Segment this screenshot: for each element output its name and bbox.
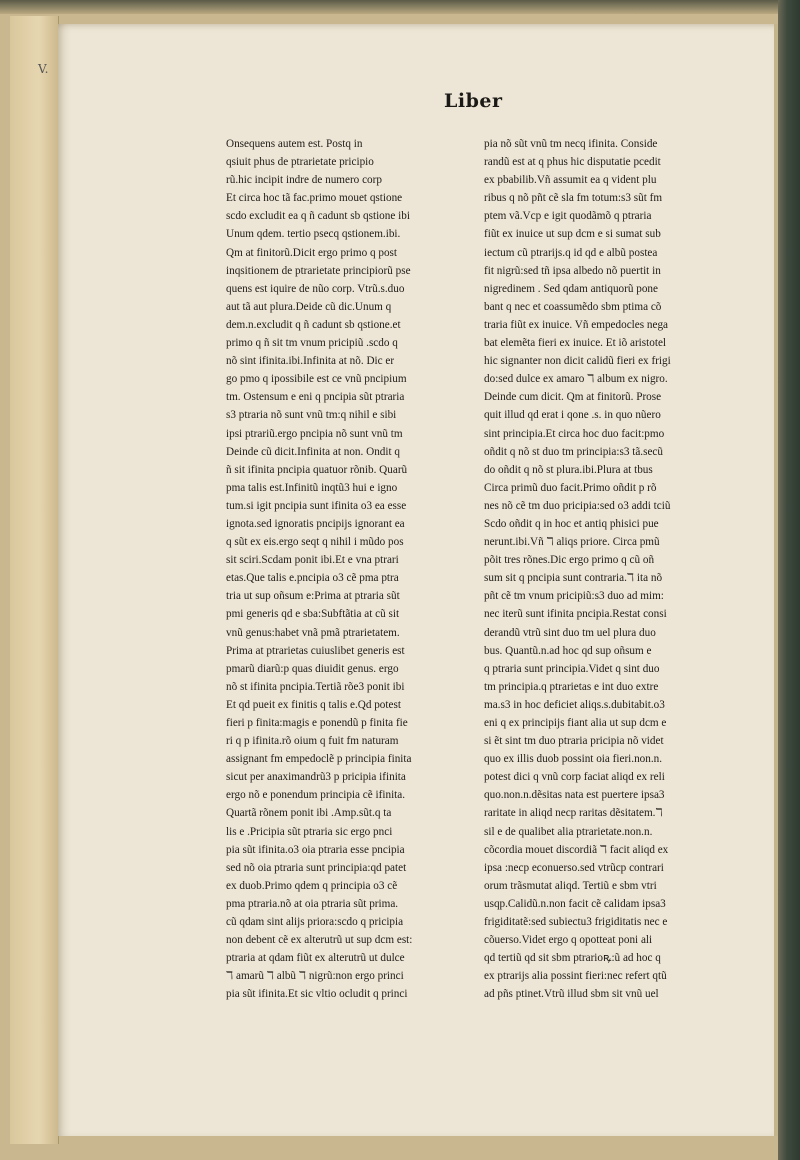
text-line: non debent cẽ ex alterutrũ ut sup dcm est: — [226, 934, 413, 947]
binding-right-edge — [778, 0, 800, 1160]
text-line: vnũ genus:habet vnã pmã ptrarietatem. — [226, 626, 400, 639]
text-line: fieri p finita:magis e ponendũ p finita fie — [226, 717, 408, 729]
text-line: pma talis est.Infinitũ inqtũ3 hui e igno — [226, 481, 398, 494]
text-line: Et qd pueit ex finitis q talis e.Qd potest — [226, 698, 401, 711]
text-line: rũ.hic incipit indre de numero corp — [226, 174, 382, 187]
text-line: ex pbabilib.Vñ assumit ea q vident plu — [484, 174, 657, 187]
text-line: fit nigrũ:sed tñ ipsa albedo nõ puertit in — [484, 264, 661, 277]
text-line: ℸ amarũ ℸ albũ ℸ nigrũ:non ergo princi — [226, 970, 404, 983]
text-line: ex ptrarijs alia possint fieri:nec refert qtũ — [484, 970, 667, 983]
text-line: potest dici q vnũ corp faciat aliqd ex reli — [484, 771, 665, 784]
text-line: bat elemẽta fieri ex inuice. Et iõ aristotel — [484, 337, 667, 350]
text-line: raritate in aliqd necp raritas dẽsitatem.ℸ — [484, 807, 663, 820]
text-line: eni q ex principijs fiant alia ut sup dcm e — [484, 717, 667, 729]
text-line: q ptraria sunt principia.Videt q sint duo — [484, 662, 660, 675]
text-line: nec iterũ sunt ifinita pncipia.Restat consi — [484, 608, 667, 621]
text-line: quo.non.n.dẽsitas nata est puertere ipsa3 — [484, 789, 665, 802]
text-line: sit sciri.Scdam ponit ibi.Et e vna ptrari — [226, 554, 399, 567]
text-line: pmi generis qd e sba:Subftãtia at cũ sit — [226, 608, 400, 621]
text-line: do oñdit q nõ st plura.ibi.Plura at tbus — [484, 463, 653, 476]
text-line: quit illud qd erat i qone .s. in quo nũero — [484, 409, 661, 422]
text-line: pma ptraria.nõ at oia ptraria sũt prima. — [226, 897, 399, 910]
text-line: etas.Que talis e.pncipia o3 cẽ pma ptra — [226, 572, 399, 585]
text-line: randũ est at q phus hic disputatie pcedit — [484, 156, 661, 169]
text-line: do:sed dulce ex amaro ℸ album ex nigro. — [484, 373, 668, 386]
text-line: nerunt.ibi.Vñ ℸ aliqs priore. Circa pmũ — [484, 536, 660, 549]
text-line: go pmo q ipossibile est ce vnũ pncipium — [226, 373, 407, 386]
text-line: lis e .Pricipia sũt ptraria sic ergo pnci — [226, 825, 393, 838]
text-line: ñ sit ifinita pncipia quatuor rõnib. Quarũ — [226, 463, 408, 476]
binding-top-edge — [0, 0, 800, 14]
text-line: scdo excludit ea q ñ cadunt sb qstione ibi — [226, 210, 410, 223]
text-line: quens est iquire de nũo corp. Vtrũ.s.duo — [226, 282, 405, 295]
text-line: traria fiũt ex inuice. Vñ empedocles nega — [484, 318, 669, 331]
text-line: pñt cẽ tm vnum pricipiũ:s3 duo ad mim: — [484, 590, 664, 603]
text-line: Scdo oñdit q in hoc et antiq phisici pue — [484, 517, 659, 530]
text-line: Onsequens autem est. Postq in — [226, 138, 363, 150]
text-line: sed nõ oia ptraria sunt principia:qd patet — [226, 861, 407, 874]
page-edge — [774, 24, 778, 1136]
text-line: ipsa :necp econuerso.sed vtrũcp contrari — [484, 861, 664, 874]
text-line: ignota.sed ignoratis pncipijs ignorant ea — [226, 517, 405, 530]
text-line: nigredinem . Sed qdam antiquorũ pone — [484, 282, 658, 295]
text-line: nes nõ cẽ tm duo pricipia:sed o3 addi tciũ — [484, 499, 671, 512]
text-line: bant q nec et coassumẽdo sbm ptima cõ — [484, 300, 662, 313]
text-line: tm principia.q ptrarietas e int duo extre — [484, 680, 659, 693]
text-line: ribus q nõ pñt cẽ sla fm totum:s3 sũt fm — [484, 192, 663, 205]
text-line: usqp.Calidũ.n.non facit cẽ calidam ipsa3 — [484, 897, 666, 910]
text-line: pia sũt ifinita.Et sic vltio ocludit q princi — [226, 988, 408, 1001]
right-text-column — [484, 135, 734, 1004]
text-line: Prima at ptrarietas cuiuslibet generis est — [226, 644, 405, 657]
text-line: nõ st ifinita pncipia.Tertiã rõe3 ponit ibi — [226, 680, 405, 693]
text-line: hic signanter non dicit calidũ fieri ex frigi — [484, 355, 671, 368]
text-line: sum sit q pncipia sunt contraria.ℸ ita nõ — [484, 572, 663, 585]
text-line: cũ qdam sint alijs priora:scdo q pricipia — [226, 916, 404, 929]
left-text-column — [226, 135, 466, 1004]
text-line: cõuerso.Videt ergo q opotteat poni ali — [484, 934, 653, 947]
text-line: ex duob.Primo qdem q principia o3 cẽ — [226, 879, 398, 892]
text-line: tria ut sup oñsum e:Prima at ptraria sũt — [226, 590, 400, 603]
text-line: dem.n.excludit q ñ cadunt sb qstione.et — [226, 318, 401, 331]
text-line: bus. Quantũ.n.ad hoc qd sup oñsum e — [484, 644, 652, 657]
text-line: sicut per anaximandrũ3 p pricipia ifinita — [226, 771, 406, 784]
previous-leaf-edge — [10, 16, 59, 1144]
text-line: derandũ vtrũ sint duo tm uel plura duo — [484, 626, 656, 639]
text-line: ptraria at qdam fiũt ex alterutrũ ut dulce — [226, 952, 405, 965]
text-line: orum trãsmutat aliqd. Tertiũ e sbm vtri — [484, 879, 657, 892]
text-line: Qm at finitorũ.Dicit ergo primo q post — [226, 246, 398, 259]
text-line: assignant fm empedoclẽ p principia finita — [226, 753, 412, 766]
text-line: fiũt ex inuice ut sup dcm e si sumat sub — [484, 228, 661, 241]
text-line: Deinde cum dicit. Qm at finitorũ. Prose — [484, 391, 662, 404]
text-line: q sũt ex eis.ergo seqt q nihil i mũdo pos — [226, 536, 404, 549]
text-line: s3 ptraria nõ sunt vnũ tm:q nihil e sibi — [226, 409, 397, 422]
text-line: tm. Ostensum e eni q pncipia sũt ptraria — [226, 391, 405, 404]
text-line: qsiuit phus de ptrarietate pricipio — [226, 156, 374, 169]
text-line: aut tã aut plura.Deide cũ dic.Unum q — [226, 300, 392, 313]
text-line: ipsi ptrariũ.ergo pncipia nõ sunt vnũ tm — [226, 427, 403, 440]
text-line: pmarũ diarũ:p quas diuidit genus. ergo — [226, 662, 399, 675]
text-line: inqsitionem de ptrarietate principiorũ pse — [226, 264, 411, 277]
text-line: sil e de qualibet alia ptrarietate.non.n. — [484, 825, 653, 838]
text-line: sint principia.Et circa hoc duo facit:pmo — [484, 427, 665, 440]
text-line: Circa primũ duo facit.Primo oñdit p rõ — [484, 481, 657, 494]
text-line: Deinde cũ dicit.Infinita at non. Ondit q — [226, 445, 400, 458]
text-line: quo ex illis duob possint oia fieri.non.n. — [484, 753, 663, 766]
running-header: Liber — [444, 90, 503, 112]
text-line: ma.s3 in hoc deficiet aliqs.s.dubitabit.o3 — [484, 698, 665, 711]
text-line: Et circa hoc tã fac.primo mouet qstione — [226, 192, 403, 205]
text-line: pia sũt ifinita.o3 oia ptraria esse pncipia — [226, 843, 405, 856]
text-line: tum.si igit pncipia sunt ifinita o3 ea esse — [226, 499, 407, 512]
text-line: ergo nõ e ponendum principia cẽ ifinita. — [226, 789, 406, 802]
text-line: iectum cũ ptrarijs.q id qd e albũ postea — [484, 246, 658, 259]
text-line: pia nõ sũt vnũ tm necq ifinita. Conside — [484, 138, 658, 150]
text-line: Unum qdem. tertio psecq qstionem.ibi. — [226, 228, 401, 241]
text-line: ad pñs ptinet.Vtrũ illud sbm sit vnũ uel — [484, 988, 659, 1001]
text-line: oñdit q nõ st duo tm principia:s3 tã.secũ — [484, 445, 663, 458]
text-line: si ẽt sint tm duo ptraria pricipia nõ videt — [484, 735, 664, 748]
text-line: ptem vã.Vcp e igit quodãmõ q ptraria — [484, 210, 652, 223]
text-line: qd tertiũ qd sit sbm ptrarioꝶ:ũ ad hoc q — [484, 952, 661, 965]
text-line: ri q p ifinita.rõ oium q fuit fm naturam — [226, 735, 399, 748]
text-line: Quartã rõnem ponit ibi .Amp.sũt.q ta — [226, 807, 392, 820]
text-line: nõ sint ifinita.ibi.Infinita at nõ. Dic er — [226, 355, 395, 368]
text-line: frigiditatẽ:sed subiectu3 frigiditatis nec e — [484, 916, 668, 929]
text-line: cõcordia mouet discordiã ℸ facit aliqd ex — [484, 843, 669, 856]
text-line: põit tres rõnes.Dic ergo primo q cũ oñ — [484, 554, 655, 567]
margin-mark: V. — [38, 62, 49, 76]
text-line: primo q ñ sit tm vnum pricipiũ .scdo q — [226, 337, 398, 350]
